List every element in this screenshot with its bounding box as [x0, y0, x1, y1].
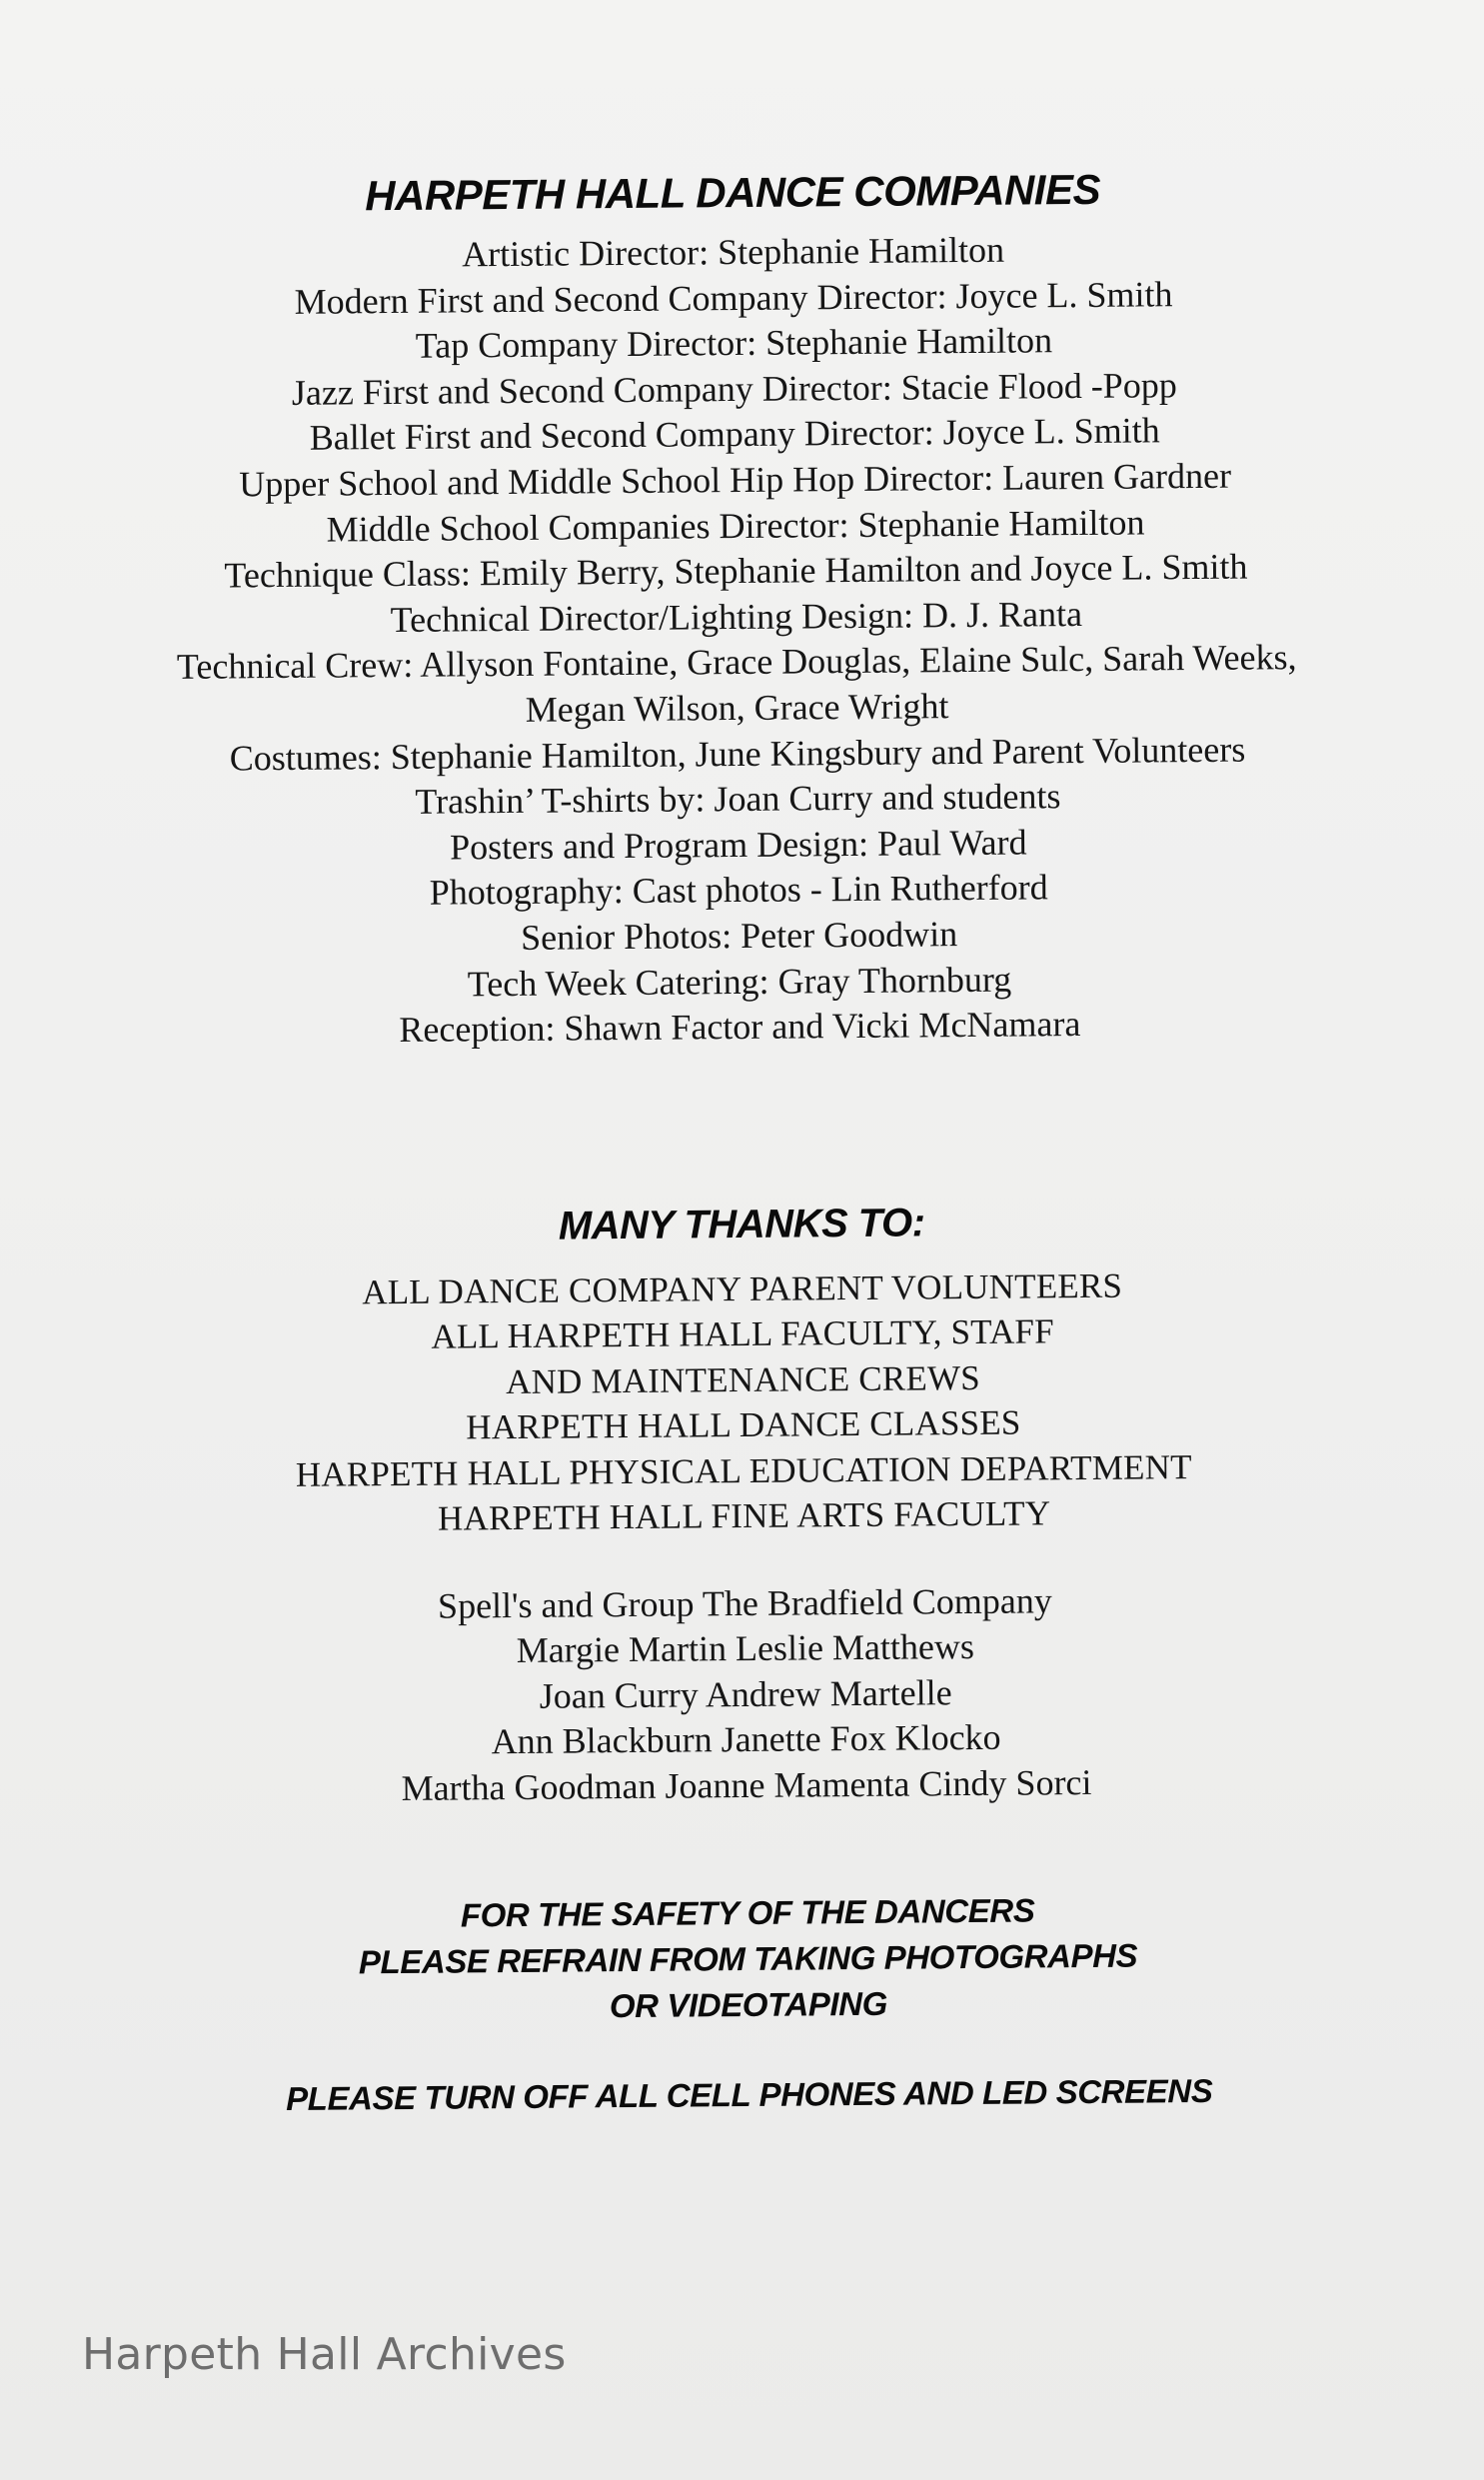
thanks-name-line: Martha Goodman Joanne Mamenta Cindy Sorci [401, 1761, 1092, 1808]
credit-line: Senior Photos: Peter Goodwin [520, 914, 958, 958]
credit-line: Artistic Director: Stephanie Hamilton [462, 229, 1005, 275]
thanks-name-line: Margie Martin Leslie Matthews [516, 1626, 975, 1671]
credit-line: Middle School Companies Director: Stephanie Hamilton [326, 502, 1145, 550]
thanks-group: ALL DANCE COMPANY PARENT VOLUNTEERS [362, 1265, 1123, 1312]
thanks-group: ALL HARPETH HALL FACULTY, STAFF [431, 1311, 1054, 1356]
phones-notice: PLEASE TURN OFF ALL CELL PHONES AND LED SCREENS [285, 2072, 1213, 2118]
thanks-group: HARPETH HALL FINE ARTS FACULTY [437, 1493, 1051, 1538]
credit-line: Technique Class: Emily Berry, Stephanie Hamilton and Joyce L. Smith [224, 546, 1248, 596]
thanks-group: AND MAINTENANCE CREWS [505, 1357, 981, 1401]
credit-line: Megan Wilson, Grace Wright [525, 686, 949, 730]
thanks-name-line: Joan Curry Andrew Martelle [539, 1671, 952, 1716]
thanks-name-line: Spell's and Group The Bradfield Company [437, 1579, 1052, 1626]
thanks-title: MANY THANKS TO: [558, 1201, 925, 1248]
credit-line: Costumes: Stephanie Hamilton, June Kingsbury and Parent Volunteers [229, 729, 1246, 778]
thanks-name-line: Ann Blackburn Janette Fox Klocko [491, 1716, 1001, 1762]
program-content [0, 162, 1484, 2125]
thanks-group: HARPETH HALL PHYSICAL EDUCATION DEPARTMENT [295, 1446, 1192, 1494]
thanks-groups-list [0, 1259, 1484, 1545]
safety-notice [5, 1884, 1484, 2035]
credit-line: Trashin’ T-shirts by: Joan Curry and students [415, 776, 1061, 822]
safety-notice-line: OR VIDEOTAPING [609, 1984, 888, 2025]
credit-line: Modern First and Second Company Director: Joyce L. Smith [294, 273, 1173, 322]
credit-line: Reception: Shawn Factor and Vicki McNamara [399, 1004, 1081, 1051]
thanks-names-list [3, 1574, 1484, 1814]
archive-watermark: Harpeth Hall Archives [82, 2329, 567, 2380]
credit-line: Technical Crew: Allyson Fontaine, Grace Douglas, Elaine Sulc, Sarah Weeks, [176, 637, 1297, 688]
credit-line: Upper School and Middle School Hip Hop Director: Lauren Gardner [239, 455, 1232, 505]
safety-notice-line: FOR THE SAFETY OF THE DANCERS [460, 1891, 1035, 1934]
credit-line: Photography: Cast photos - Lin Rutherford [429, 867, 1048, 914]
credit-line: Tech Week Catering: Gray Thornburg [467, 959, 1012, 1004]
credit-line: Jazz First and Second Company Director: Stacie Flood -Popp [291, 364, 1177, 413]
credits-list [0, 224, 1482, 1058]
companies-title: HARPETH HALL DANCE COMPANIES [365, 165, 1101, 220]
credit-line: Technical Director/Lighting Design: D. J. Ranta [390, 593, 1083, 640]
credit-line: Tap Company Director: Stephanie Hamilton [415, 320, 1053, 366]
credit-line: Ballet First and Second Company Director: Joyce L. Smith [309, 410, 1160, 459]
safety-notice-line: PLEASE REFRAIN FROM TAKING PHOTOGRAPHS [358, 1936, 1138, 1981]
thanks-group: HARPETH HALL DANCE CLASSES [466, 1402, 1021, 1447]
credit-line: Posters and Program Design: Paul Ward [449, 822, 1027, 868]
